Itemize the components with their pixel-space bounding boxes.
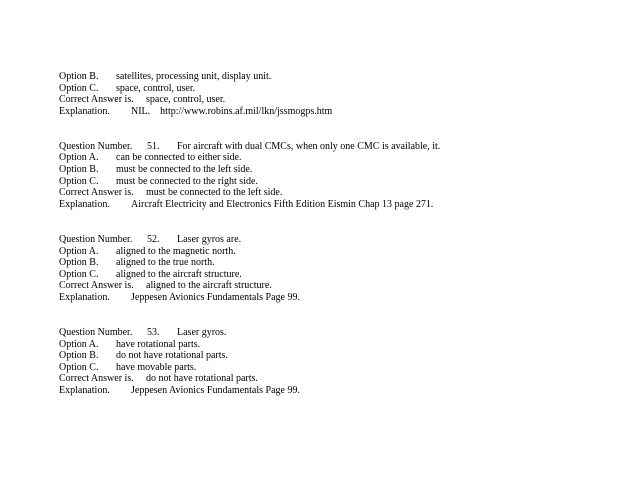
explanation-line — [59, 292, 619, 304]
question-block-52 — [59, 234, 619, 304]
option-c-line — [59, 83, 619, 95]
correct-answer-label: Correct Answer is. — [59, 94, 134, 106]
option-text: have rotational parts. — [116, 338, 201, 350]
option-label: Option B. — [59, 257, 99, 269]
correct-answer-label: Correct Answer is. — [59, 373, 134, 385]
option-b-line — [59, 164, 619, 176]
option-a-line — [59, 246, 619, 258]
explanation-label: Explanation. — [59, 291, 110, 303]
option-label: Option C. — [59, 268, 99, 280]
option-c-line — [59, 176, 619, 188]
explanation-label: Explanation. — [59, 105, 110, 117]
option-label: Option B. — [59, 350, 99, 362]
explanation-label: Explanation. — [59, 384, 110, 396]
correct-answer-text: do not have rotational parts. — [146, 373, 258, 385]
explanation-text: NIL. http://www.robins.af.mil/lkn/jssmogps.htm — [131, 105, 333, 117]
correct-answer-line — [59, 373, 619, 385]
option-a-line — [59, 152, 619, 164]
explanation-text: Jeppesen Avionics Fundamentals Page 99. — [131, 291, 300, 303]
option-label: Option A. — [59, 338, 99, 350]
option-c-line — [59, 269, 619, 281]
question-number: 53. — [147, 327, 160, 338]
question-number-label: Question Number. — [59, 327, 133, 338]
question-number-label: Question Number. — [59, 233, 133, 245]
option-label: Option A. — [59, 152, 99, 164]
explanation-line — [59, 106, 619, 118]
explanation-text: Aircraft Electricity and Electronics Fifth Edition Eismin Chap 13 page 271. — [131, 198, 434, 210]
question-text: For aircraft with dual CMCs, when only one CMC is available, it. — [177, 140, 441, 152]
option-text: can be connected to either side. — [116, 152, 242, 164]
correct-answer-label: Correct Answer is. — [59, 280, 134, 292]
explanation-text: Jeppesen Avionics Fundamentals Page 99. — [131, 384, 300, 396]
correct-answer-line — [59, 187, 619, 199]
question-line — [59, 327, 619, 339]
correct-answer-line — [59, 94, 619, 106]
question-line — [59, 141, 619, 153]
correct-answer-line — [59, 280, 619, 292]
option-text: must be connected to the right side. — [116, 175, 258, 187]
option-a-line — [59, 339, 619, 351]
question-text: Laser gyros are. — [177, 233, 242, 245]
option-label: Option C. — [59, 175, 99, 187]
option-label: Option B. — [59, 71, 99, 82]
question-line — [59, 234, 619, 246]
question-text: Laser gyros. — [177, 327, 227, 338]
question-number-label: Question Number. — [59, 140, 133, 152]
correct-answer-label: Correct Answer is. — [59, 187, 134, 199]
question-number: 52. — [147, 233, 160, 245]
correct-answer-text: aligned to the aircraft structure. — [146, 280, 272, 292]
option-text: have movable parts. — [116, 361, 197, 373]
explanation-line — [59, 199, 619, 211]
question-block-50-continued — [59, 71, 619, 117]
option-b-line — [59, 71, 619, 83]
option-b-line — [59, 350, 619, 362]
option-text: aligned to the true north. — [116, 257, 215, 269]
correct-answer-text: space, control, user. — [146, 94, 226, 106]
option-text: satellites, processing unit, display unit. — [116, 71, 272, 82]
option-label: Option B. — [59, 164, 99, 176]
explanation-label: Explanation. — [59, 198, 110, 210]
option-text: do not have rotational parts. — [116, 350, 228, 362]
question-number: 51. — [147, 140, 160, 152]
correct-answer-text: must be connected to the left side. — [146, 187, 283, 199]
option-text: aligned to the aircraft structure. — [116, 268, 242, 280]
question-block-51 — [59, 141, 619, 211]
option-text: aligned to the magnetic north. — [116, 245, 236, 257]
option-label: Option C. — [59, 82, 99, 94]
document-page — [59, 71, 619, 420]
option-label: Option A. — [59, 245, 99, 257]
question-block-53 — [59, 327, 619, 397]
option-text: must be connected to the left side. — [116, 164, 253, 176]
option-label: Option C. — [59, 361, 99, 373]
option-b-line — [59, 257, 619, 269]
option-c-line — [59, 362, 619, 374]
option-text: space, control, user. — [116, 82, 196, 94]
explanation-line — [59, 385, 619, 397]
